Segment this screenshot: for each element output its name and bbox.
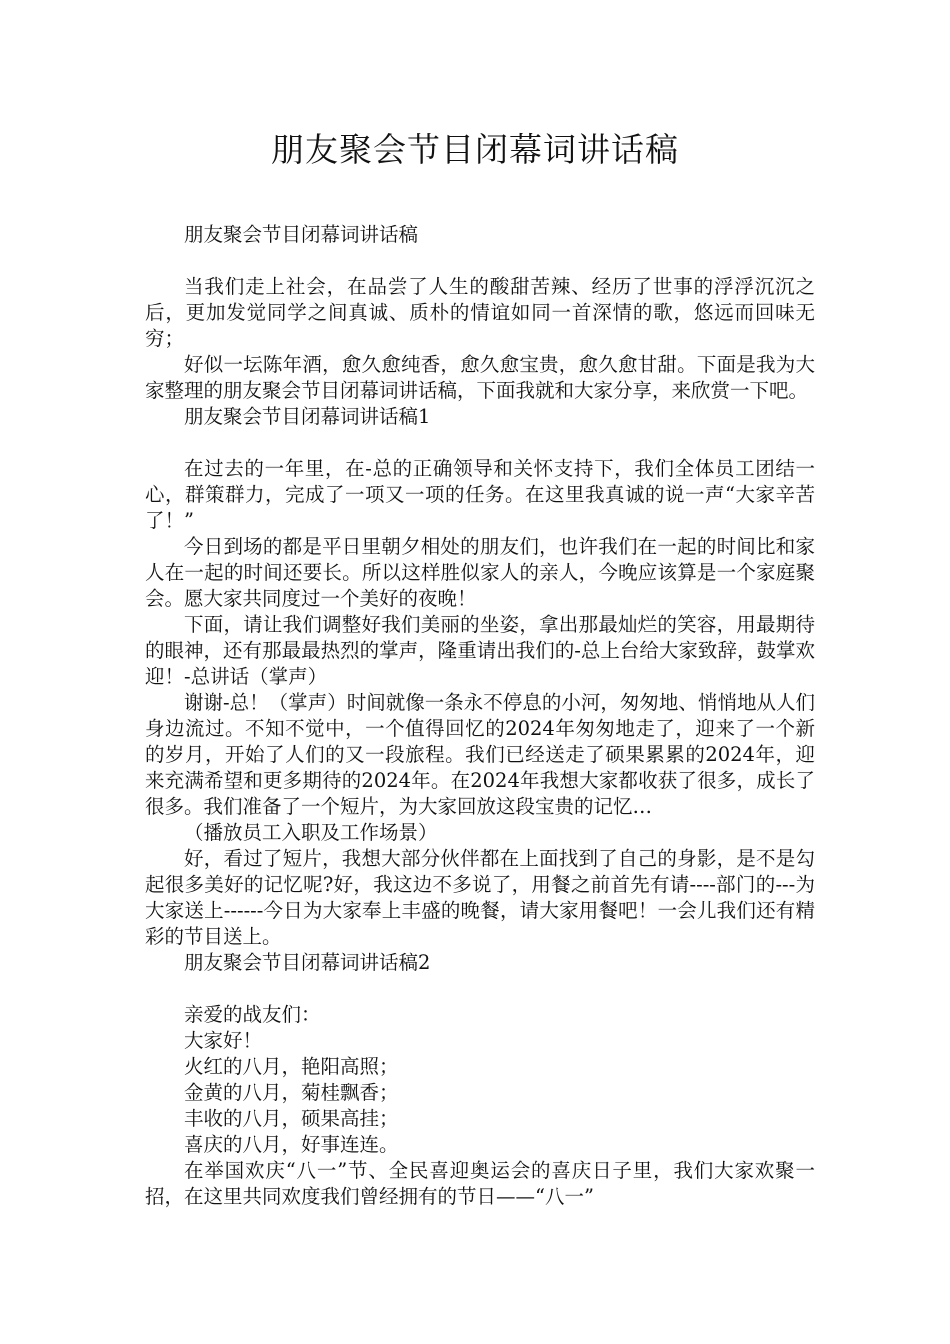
paragraph: 朋友聚会节目闭幕词讲话稿2: [184, 951, 431, 974]
paragraph: 喜庆的八月，好事连连。: [184, 1133, 399, 1156]
paragraph: 亲爱的战友们：: [184, 1003, 321, 1026]
paragraph: 下面，请让我们调整好我们美丽的坐姿，拿出那最灿烂的笑容，用最期待的眼神，还有那最最热烈的掌声，隆重请出我们的-总上台给大家致辞，鼓掌欢迎！-总讲话（掌声）: [145, 613, 815, 688]
paragraph: 好似一坛陈年酒，愈久愈纯香，愈久愈宝贵，愈久愈甘甜。下面是我为大家整理的朋友聚会节目闭幕词讲话稿，下面我就和大家分享，来欣赏一下吧。: [145, 353, 815, 402]
document-body: [145, 222, 815, 1210]
document-title: 朋友聚会节目闭幕词讲话稿: [271, 130, 679, 169]
paragraph: 丰收的八月，硕果高挂；: [184, 1107, 399, 1130]
paragraph: 在过去的一年里，在-总的正确领导和关怀支持下，我们全体员工团结一心，群策群力，完成了一项又一项的任务。在这里我真诚的说一声“大家辛苦了！”: [145, 457, 815, 532]
paragraph-spacer: [145, 430, 815, 456]
paragraph: 火红的八月，艳阳高照；: [184, 1055, 399, 1078]
paragraph: 在举国欢庆“八一”节、全民喜迎奥运会的喜庆日子里，我们大家欢聚一招，在这里共同欢度我们曾经拥有的节日——“八一”: [145, 1159, 815, 1208]
paragraph-spacer: [145, 976, 815, 1002]
paragraph: 朋友聚会节目闭幕词讲话稿: [184, 223, 419, 246]
paragraph-spacer: [145, 248, 815, 274]
paragraph: 好，看过了短片，我想大部分伙伴都在上面找到了自己的身影，是不是勾起很多美好的记忆呢?好，我这边不多说了，用餐之前首先有请----部门的---为大家送上------今日为大家奉上丰盛的晚餐，请大家用餐吧！一会儿我们还有精彩的节目送上。: [145, 847, 815, 948]
paragraph: 当我们走上社会，在品尝了人生的酸甜苦辣、经历了世事的浮浮沉沉之后，更加发觉同学之间真诚、质朴的情谊如同一首深情的歌，悠远而回味无穷；: [145, 275, 815, 350]
paragraph: 谢谢-总！（掌声）时间就像一条永不停息的小河，匆匆地、悄悄地从人们身边流过。不知不觉中，一个值得回忆的2024年匆匆地走了，迎来了一个新的岁月，开始了人们的又一段旅程。我们已经送走了硕果累累的2024年，迎来充满希望和更多期待的2024年。在2024年我想大家都收获了很多，成长了很多。我们准备了一个短片，为大家回放这段宝贵的记忆…: [145, 691, 815, 818]
paragraph: 今日到场的都是平日里朝夕相处的朋友们，也许我们在一起的时间比和家人在一起的时间还要长。所以这样胜似家人的亲人，今晚应该算是一个家庭聚会。愿大家共同度过一个美好的夜晚！: [145, 535, 815, 610]
paragraph: 大家好！: [184, 1029, 263, 1052]
paragraph: （播放员工入职及工作场景）: [184, 821, 438, 844]
paragraph: 朋友聚会节目闭幕词讲话稿1: [184, 405, 431, 428]
paragraph: 金黄的八月，菊桂飘香；: [184, 1081, 399, 1104]
